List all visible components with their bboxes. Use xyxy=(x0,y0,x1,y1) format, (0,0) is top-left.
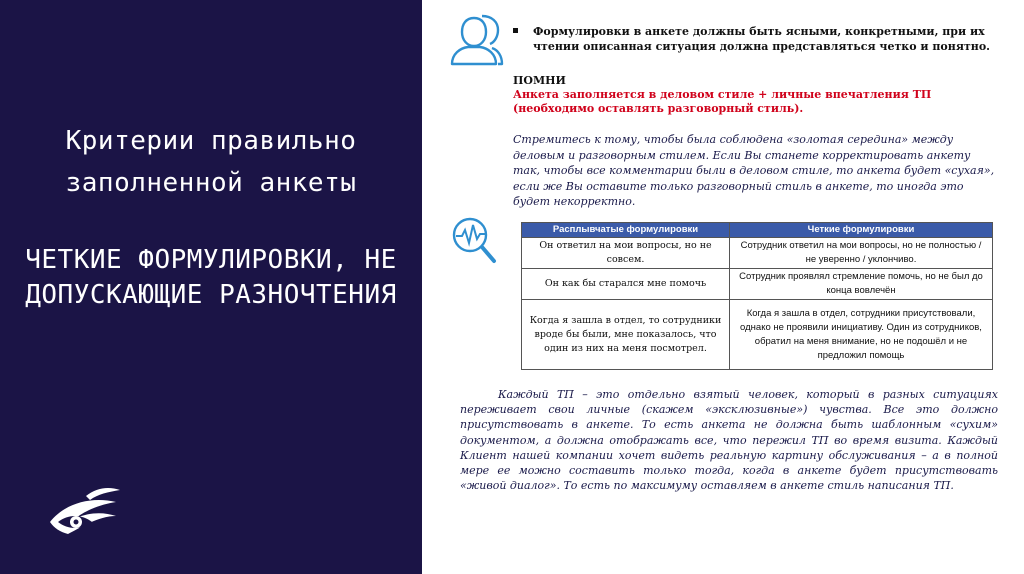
slide-subtitle: ЧЕТКИЕ ФОРМУЛИРОВКИ, НЕ ДОПУСКАЮЩИЕ РАЗНОЧТЕНИЯ xyxy=(25,245,397,310)
left-panel xyxy=(0,0,422,574)
vague-cell: Он как бы старался мне помочь xyxy=(522,269,730,300)
remember-heading: ПОМНИ xyxy=(513,74,566,87)
bullet-marker xyxy=(513,28,518,33)
clear-cell: Сотрудник проявлял стремление помочь, но не был до конца вовлечён xyxy=(730,269,993,300)
eye-logo-icon xyxy=(46,482,126,542)
header-vague: Расплывчатые формулировки xyxy=(522,223,730,238)
style-advice-paragraph: Стремитесь к тому, чтобы была соблюдена «золотая середина» между деловым и разговорным стилем. Если Вы станете корректировать анкету так, чтобы все комментарии были в деловом стиле, то анкета будет «сухая», если же Вы оставите только разговорный стиль в анкете, то иногда это будет некорректно. xyxy=(513,133,995,208)
header-clear: Четкие формулировки xyxy=(730,223,993,238)
vague-cell: Он ответил на мои вопросы, но не совсем. xyxy=(522,238,730,269)
bottom-paragraph-text: Каждый ТП – это отдельно взятый человек, который в разных ситуациях переживает свои личные (скажем «эксклюзивные») чувства. Все это должно присутствовать в анкете. То есть анкета не должна быть шаблонным «сухим» документом, а должна отображать все, что пережил ТП во время визита. Каждый Клиент нашей компании хочет видеть реальную картину обслуживания – а в полной мере ее можно составить только тогда, когда в анкете будет присутствовать «живой диалог». То есть по максимуму оставляем в анкете стиль написания ТП. xyxy=(460,388,998,493)
clear-cell: Сотрудник ответил на мои вопросы, но не полностью / не уверенно / уклончиво. xyxy=(730,238,993,269)
table-row xyxy=(522,300,993,370)
vague-cell: Когда я зашла в отдел, то сотрудники вроде бы были, мне показалось, что один из них на меня посмотрел. xyxy=(522,300,730,370)
search-pulse-icon xyxy=(450,215,498,265)
table-row xyxy=(522,238,993,269)
remember-block xyxy=(513,74,998,116)
table-header-row xyxy=(522,223,993,238)
people-icon xyxy=(448,14,504,66)
bullet-text: Формулировки в анкете должны быть ясными, конкретными, при их чтении описанная ситуация должна представляться четко и понятно. xyxy=(533,25,990,53)
bottom-paragraph xyxy=(460,387,998,493)
bullet-point xyxy=(513,24,993,54)
remember-text: Анкета заполняется в деловом стиле + личные впечатления ТП (необходимо оставлять разговорный стиль). xyxy=(513,88,932,115)
clear-cell: Когда я зашла в отдел, сотрудники присутствовали, однако не проявили инициативу. Один из сотрудников, обратил на меня внимание, но не подошёл и не предложил помощь xyxy=(730,300,993,370)
table-row xyxy=(522,269,993,300)
comparison-table xyxy=(521,222,993,370)
slide-title: Критерии правильно заполненной анкеты xyxy=(65,126,357,198)
